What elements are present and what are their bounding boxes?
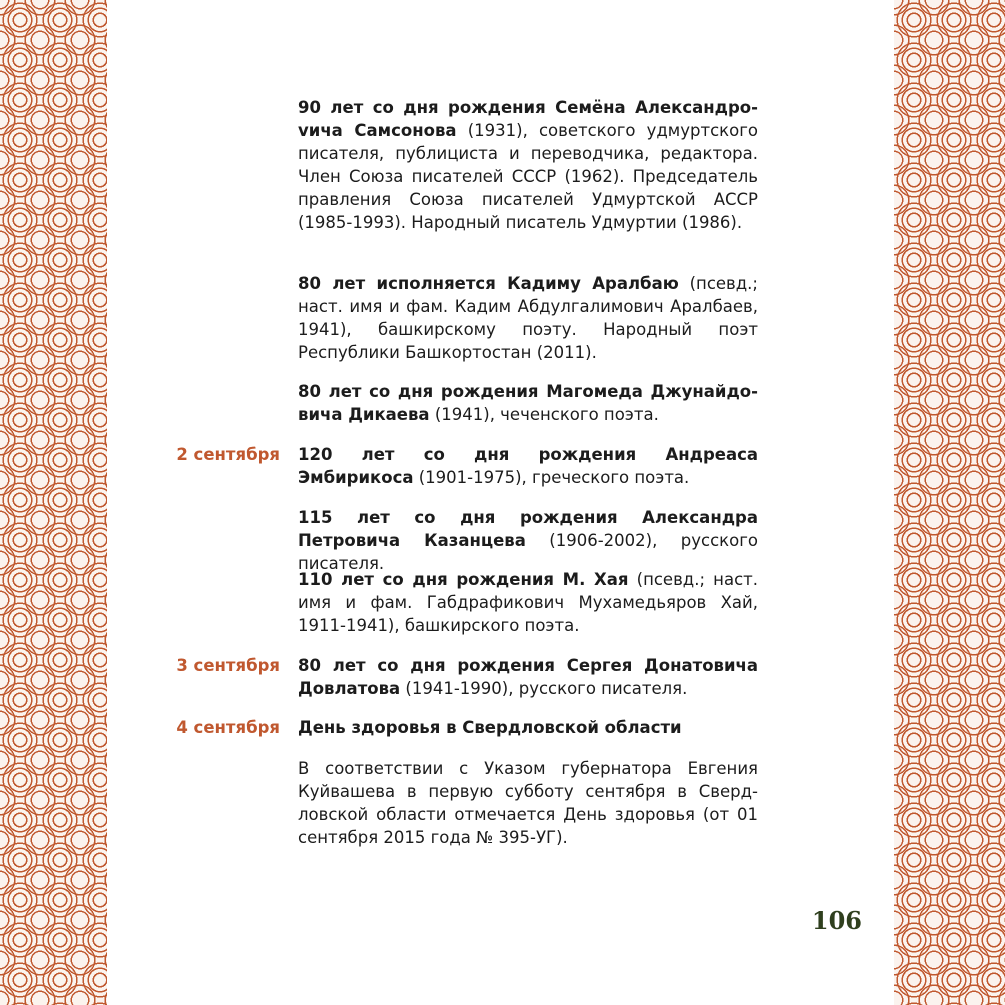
entry-health-day-description <box>298 757 758 849</box>
page-number: 106 <box>811 906 862 935</box>
entry-heading: 80 лет исполняется Кадиму Аралбаю <box>298 274 679 293</box>
entry-text: (псевд.; наст. имя и фам. Кадим Абдулгалимович Аралбаев, 1941), башкирскому поэту. Народный поэт Республики Башкортостан (2011). <box>298 274 758 362</box>
entry-text: (1931), советского удмуртского писателя, публициста и переводчика, редактора. Член Союза писателей СССР (1962). Председатель правления Союза писателей Удмуртской АССР (1985-1993). Народный писатель Удмуртии (1986). <box>298 121 759 232</box>
entry-heading: 80 лет со дня рождения Сергея Донатовича Довлатова <box>298 656 758 698</box>
entry-heading: 90 лет со дня рождения Семёна Александроvича Самсонова <box>298 98 758 140</box>
entry-heading: День здоровья в Свердловской области <box>298 718 682 737</box>
entry-text: (псевд.; наст. имя и фам. Габдрафикович Мухамедьяров Хай, 1911-1941), башкирского поэта. <box>298 570 759 635</box>
entry-heading: 80 лет со дня рождения Магомеда Джунайдовича Дикаева <box>298 382 758 424</box>
decorative-border-left <box>0 0 107 1005</box>
entry-samsonov <box>298 96 758 234</box>
entry-text: В соответствии с Указом губернатора Евгения Куйвашева в первую субботу сентября в Свердловской области отмечается День здоровья (от 01 сентября 2015 года № 395-УГ). <box>298 759 758 847</box>
entry-text: (1941-1990), русского писателя. <box>400 679 688 698</box>
decorative-border-right <box>894 0 1005 1005</box>
entry-dovlatov <box>298 654 758 700</box>
date-label: 2 сентября <box>176 445 280 464</box>
entry-heading: 110 лет со дня рождения М. Хая <box>298 570 629 589</box>
entry-heading: 115 лет со дня рождения Александра Петровича Казанцева <box>298 508 758 550</box>
entry-text: (1941), чеченского поэта. <box>429 405 659 424</box>
date-label: 3 сентября <box>176 656 280 675</box>
entry-health-day <box>298 716 758 739</box>
entry-khay <box>298 568 758 637</box>
entry-dikaev <box>298 380 758 426</box>
date-label: 4 сентября <box>176 718 280 737</box>
entry-text: (1901-1975), греческого поэта. <box>413 468 690 487</box>
entry-text: (1906-2002), русского писателя. <box>298 531 758 573</box>
entry-aralbay <box>298 272 758 364</box>
entry-heading: 120 лет со дня рождения Андреаса Эмбирикоса <box>298 445 758 487</box>
entry-kazantsev <box>298 506 758 575</box>
entry-embirikos <box>298 443 758 489</box>
